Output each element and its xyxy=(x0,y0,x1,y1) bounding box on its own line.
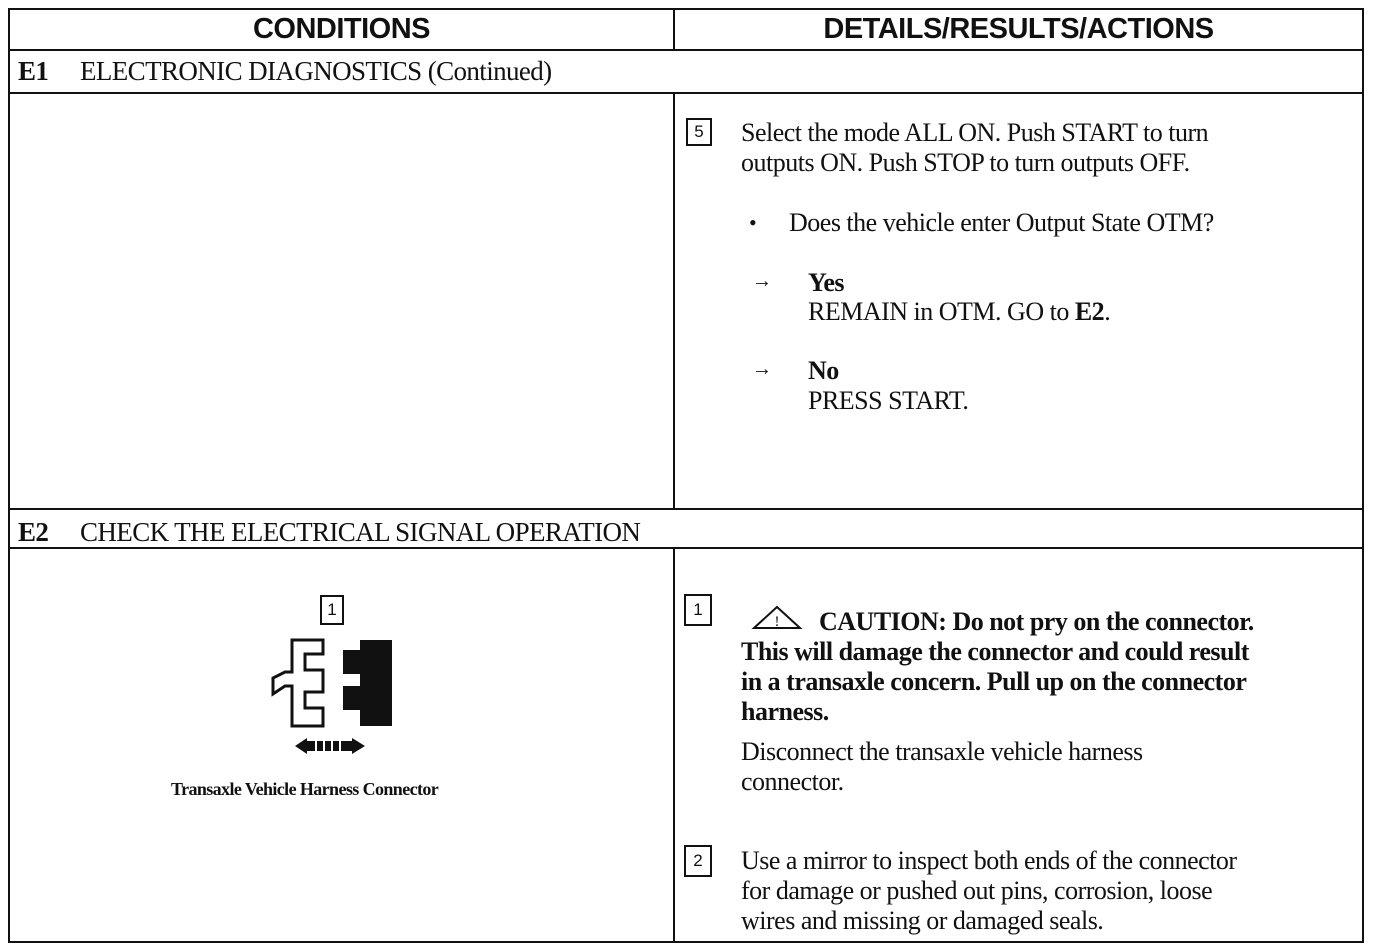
caution-line3: in a transaxle concern. Pull up on the connector xyxy=(741,667,1247,696)
caution-icon xyxy=(751,604,803,630)
e1-yes-arrow-icon: → xyxy=(752,270,772,292)
e1-no-action: PRESS START. xyxy=(808,386,969,415)
e1-yes-action-suffix: . xyxy=(1104,297,1111,326)
e1-step-5-box: 5 xyxy=(686,118,712,146)
e2-step-1-text-line2: connector. xyxy=(741,767,844,796)
connector-solid-half xyxy=(343,640,392,726)
svg-text:!: ! xyxy=(774,614,780,630)
e2-title: CHECK THE ELECTRICAL SIGNAL OPERATION xyxy=(80,517,641,547)
e1-question: Does the vehicle enter Output State OTM? xyxy=(789,208,1214,237)
e1-no-arrow-icon: → xyxy=(752,358,772,380)
e1-yes-action xyxy=(808,297,1110,327)
e1-step-5-text-line2: outputs ON. Push STOP to turn outputs OFF. xyxy=(741,148,1190,177)
conditions-header: CONDITIONS xyxy=(252,12,431,45)
e1-code: E1 xyxy=(18,56,49,86)
column-divider-e2 xyxy=(673,547,675,943)
e1-section-title xyxy=(18,56,552,87)
double-arrow-right-head xyxy=(352,738,365,754)
caution-line4: harness. xyxy=(741,697,829,726)
e2-step-1-text-line1: Disconnect the transaxle vehicle harness xyxy=(741,737,1143,766)
figure-caption: Transaxle Vehicle Harness Connector xyxy=(171,779,439,799)
double-arrow-left-head xyxy=(295,738,307,754)
column-divider-e1 xyxy=(673,92,675,510)
figure-callout-box: 1 xyxy=(320,595,344,625)
e1-title: ELECTRONIC DIAGNOSTICS (Continued) xyxy=(80,56,552,86)
table-right-border xyxy=(1362,8,1364,943)
e1-no-label: No xyxy=(808,356,839,385)
connector-outline-half xyxy=(273,640,323,726)
e1-body-bottom-border xyxy=(8,508,1364,510)
e2-step-2-box: 2 xyxy=(684,845,712,877)
e2-step-2-text-line3: wires and missing or damaged seals. xyxy=(741,906,1104,935)
table-left-border xyxy=(8,8,10,943)
caution-line1: CAUTION: Do not pry on the connector. xyxy=(819,607,1254,636)
e2-section-title xyxy=(18,517,640,548)
caution-line2: This will damage the connector and could result xyxy=(741,637,1249,666)
e1-yes-action-target: E2 xyxy=(1074,297,1105,326)
e2-step-1-box: 1 xyxy=(684,594,712,626)
header-bottom-border xyxy=(8,49,1364,51)
e1-title-bottom-border xyxy=(8,92,1364,94)
e2-step-2-text-line2: for damage or pushed out pins, corrosion, loose xyxy=(741,876,1213,905)
e2-code: E2 xyxy=(18,517,49,547)
details-header: DETAILS/RESULTS/ACTIONS xyxy=(823,12,1214,45)
table-bottom-border xyxy=(8,941,1364,943)
e1-bullet: • xyxy=(749,210,757,235)
connector-illustration xyxy=(265,634,400,764)
e1-yes-label: Yes xyxy=(808,268,845,297)
e2-step-2-text-line1: Use a mirror to inspect both ends of the connector xyxy=(741,846,1237,875)
e1-yes-action-prefix: REMAIN in OTM. GO to xyxy=(808,297,1075,326)
e1-step-5-text-line1: Select the mode ALL ON. Push START to turn xyxy=(741,118,1209,147)
double-arrow-shaft xyxy=(307,741,352,751)
